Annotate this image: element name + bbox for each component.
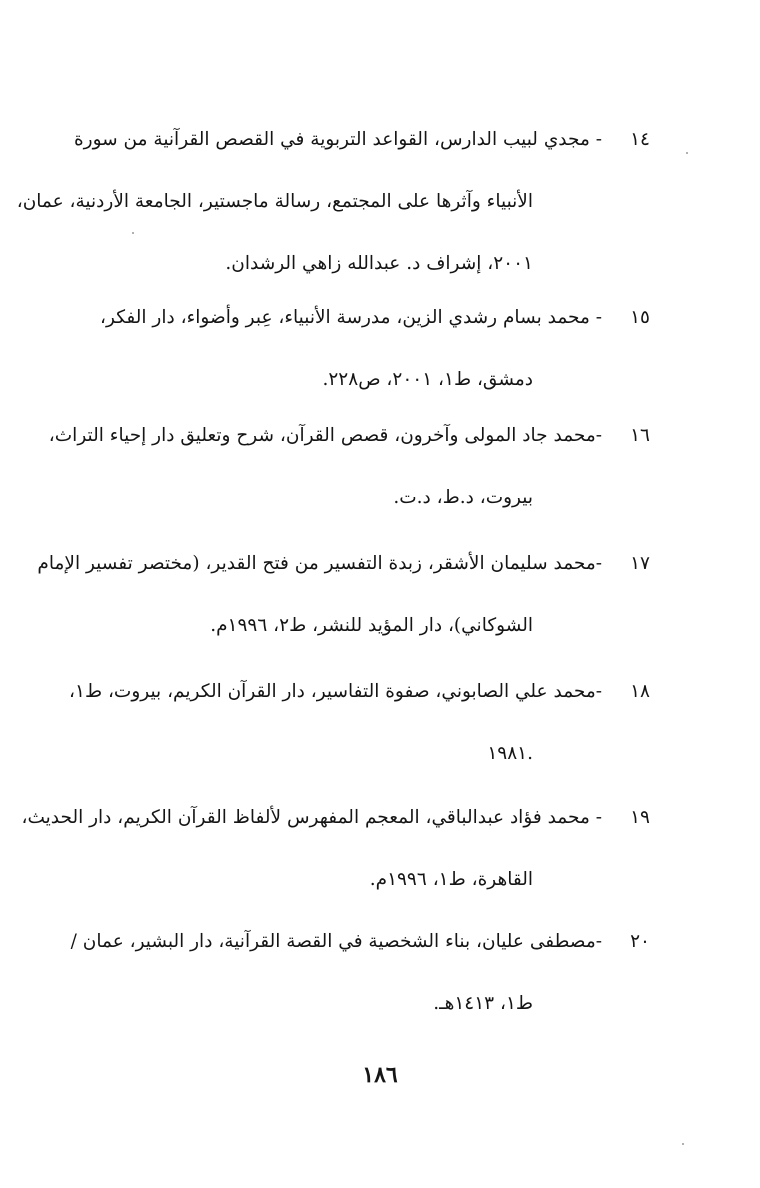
scan-speck [686, 152, 688, 154]
reference-number: ١٥ [630, 307, 650, 328]
page-number: ١٨٦ [362, 1062, 398, 1088]
reference-number: ١٤ [630, 129, 650, 150]
reference-text-line: - محمد فؤاد عبدالباقي، المعجم المفهرس لألفاظ القرآن الكريم، دار الحديث، [21, 807, 602, 828]
reference-text-line: -محمد جاد المولى وآخرون، قصص القرآن، شرح وتعليق دار إحياء التراث، [48, 425, 602, 446]
reference-text-line: ٢٠٠١، إشراف د. عبدالله زاهي الرشدان. [225, 253, 533, 274]
reference-text-line: ط١، ١٤١٣هـ. [433, 993, 533, 1014]
reference-first-line [48, 416, 650, 456]
reference-number: ٢٠ [630, 931, 650, 952]
reference-text-line: دمشق، ط١، ٢٠٠١، ص٢٢٨. [322, 369, 533, 390]
reference-first-line [100, 298, 650, 338]
reference-text-line: القاهرة، ط١، ١٩٩٦م. [369, 869, 533, 890]
reference-first-line [69, 672, 650, 712]
reference-number: ١٩ [630, 807, 650, 828]
reference-number: ١٧ [630, 553, 650, 574]
reference-text-line: - محمد بسام رشدي الزين، مدرسة الأنبياء، عِبر وأضواء، دار الفكر، [100, 307, 602, 328]
reference-first-line [73, 120, 650, 160]
reference-text-line: الشوكاني)، دار المؤيد للنشر، ط٢، ١٩٩٦م. [210, 615, 533, 636]
reference-text-line: - مجدي لبيب الدارس، القواعد التربوية في القصص القرآنية من سورة [73, 129, 602, 150]
reference-text-line: -محمد سليمان الأشقر، زبدة التفسير من فتح القدير، (مختصر تفسير الإمام [37, 553, 602, 574]
reference-number: ١٦ [630, 425, 650, 446]
reference-text-line: ١٩٨١. [487, 743, 533, 764]
reference-first-line [37, 544, 650, 584]
reference-first-line [70, 922, 650, 962]
reference-first-line [21, 798, 650, 838]
scan-speck [132, 232, 134, 234]
reference-text-line: الأنبياء وآثرها على المجتمع، رسالة ماجستير، الجامعة الأردنية، عمان، [16, 191, 533, 212]
reference-text-line: -مصطفى عليان، بناء الشخصية في القصة القرآنية، دار البشير، عمان / [70, 931, 602, 952]
reference-number: ١٨ [630, 681, 650, 702]
reference-text-line: -محمد علي الصابوني، صفوة التفاسير، دار القرآن الكريم، بيروت، ط١، [69, 681, 602, 702]
reference-text-line: بيروت، د.ط، د.ت. [393, 487, 533, 508]
scan-speck [682, 1143, 684, 1145]
